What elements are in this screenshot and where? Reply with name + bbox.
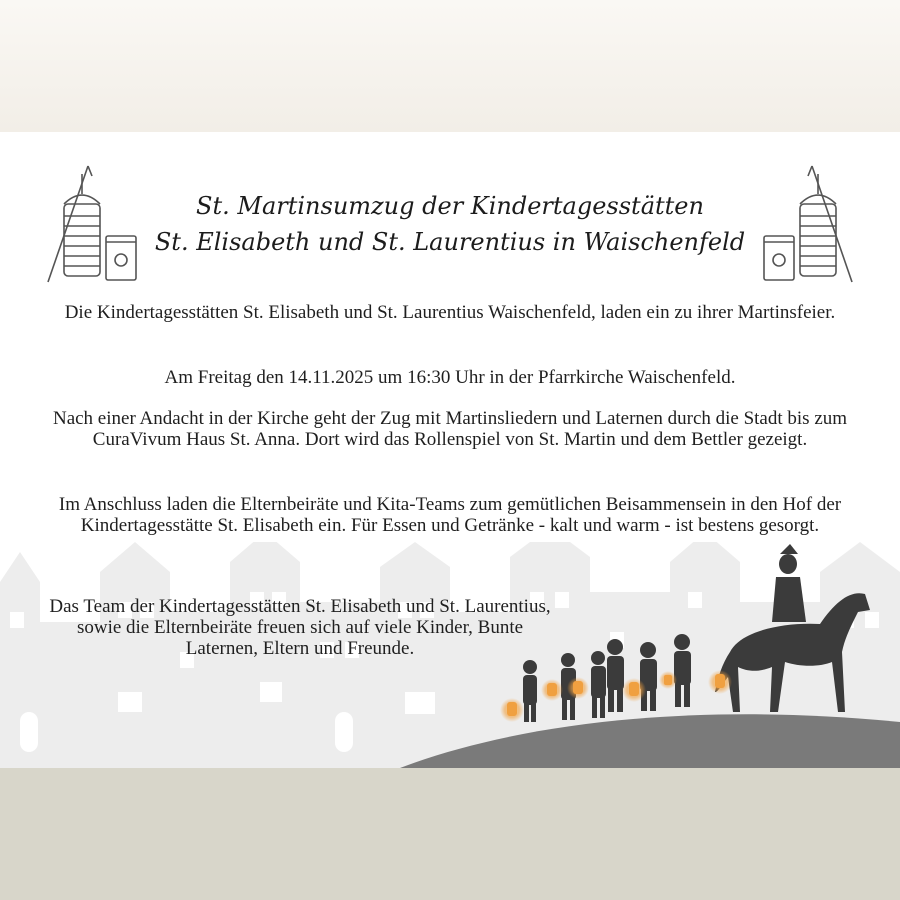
title-line-2: St. Elisabeth und St. Laurentius in Waischenfeld — [154, 228, 746, 256]
closing-paragraph: Das Team der Kindertagesstätten St. Elisabeth und St. Laurentius, sowie die Elternbeiräte freuen sich auf viele Kinder, Bunte Laternen, Eltern und Freunde. — [49, 596, 551, 659]
gathering-paragraph: Im Anschluss laden die Elternbeiräte und Kita-Teams zum gemütlichen Beisammensein in den Hof der Kindertagesstätte St. Elisabeth ein. Für Essen und Getränke - kalt und warm - ist bestens gesorgt. — [58, 494, 842, 536]
procession-paragraph: Nach einer Andacht in der Kirche geht der Zug mit Martinsliedern und Laternen durch die Stadt bis zum CuraVivum Haus St. Anna. Dort wird das Rollenspiel von St. Martin und dem Bettler gezeigt. — [52, 408, 848, 450]
lantern-icon — [42, 164, 142, 289]
title-line-1: St. Martinsumzug der Kindertagesstätten — [196, 192, 704, 220]
lantern-icon — [758, 164, 858, 289]
bottom-margin-band — [0, 768, 900, 900]
intro-paragraph: Die Kindertagesstätten St. Elisabeth und St. Laurentius Waischenfeld, laden ein zu ihrer Martinsfeier. — [64, 302, 836, 323]
date-paragraph: Am Freitag den 14.11.2025 um 16:30 Uhr in der Pfarrkirche Waischenfeld. — [164, 367, 736, 388]
invitation-title — [150, 188, 750, 260]
top-margin-band — [0, 0, 900, 132]
invitation-card — [0, 132, 900, 768]
